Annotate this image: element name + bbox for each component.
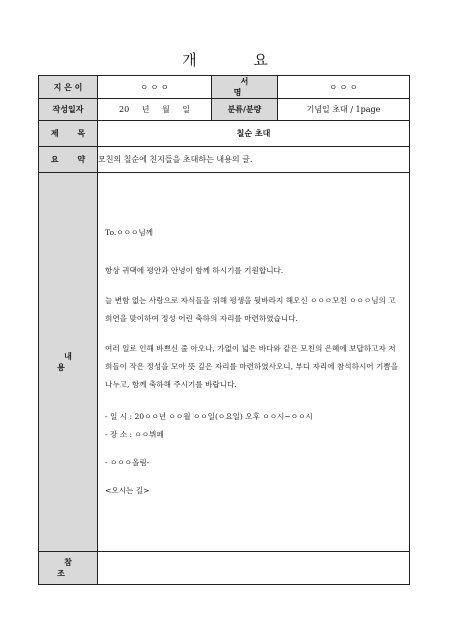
signature-value: ㅇ ㅇ ㅇ [278,76,410,99]
subject-value: 칠순 초대 [98,121,410,147]
author-row [39,76,410,99]
reference-label: 참 조 [39,552,98,585]
subject-row [39,121,410,147]
content-row [39,173,410,552]
date-value: 20 년 월 일 [98,99,212,121]
category-value: 기념일 초대 / 1page [278,99,410,121]
subject-label: 제 목 [39,121,98,147]
category-label: 분류/분량 [212,99,278,121]
date-row [39,99,410,121]
letter-signoff: - ㅇㅇㅇ올림- [105,458,150,467]
summary-row [39,147,410,173]
event-place: - 장 소 : ㅇㅇ뷔페 [105,430,164,439]
page-title: 개 요 [182,51,294,69]
directions-heading: <오시는 길> [105,486,150,495]
summary-form-table [38,75,410,585]
summary-label: 요 약 [39,147,98,173]
author-value: ㅇ ㅇ ㅇ [98,76,212,99]
letter-paragraph-3: 여러 일로 인해 바쁘신 줄 아오나, 가없이 넓은 바다와 같은 모친의 은혜에 보답하고자 저희들이 작은 정성을 모아 뜻 깊은 자리를 마련하였사오니, 부디 자리에 참석하시어 기쁨을 나누고, 함께 축하해 주시기를 바랍니다. [105,344,399,389]
letter-body [98,224,409,500]
letter-greeting: To.ㅇㅇㅇ님께 [105,228,154,237]
reference-row [39,552,410,585]
content-cell [98,173,410,552]
reference-value [98,552,410,585]
signature-label: 서 명 [212,76,278,99]
author-label: 지 은 이 [39,76,98,99]
summary-value: 모친의 칠순에 친지들을 초대하는 내용의 글. [98,147,410,173]
date-label: 작성일자 [39,99,98,121]
content-label: 내 용 [39,173,98,552]
letter-line-1: 항상 귀댁에 평안과 안녕이 함께 하시기를 기원합니다. [105,266,284,275]
letter-paragraph-2: 늘 변함 없는 사랑으로 자식들을 위해 평생을 뒷바라지 해오신 ㅇㅇㅇ모친 ㅇㅇㅇ님의 고희연을 맞이하여 정성 어린 축하의 자리를 마련하였습니다. [105,296,396,323]
event-schedule: - 일 시 : 20ㅇㅇ년 ㅇㅇ월 ㅇㅇ일(ㅇ요일) 오후 ㅇㅇ시~ㅇㅇ시 [105,412,313,421]
